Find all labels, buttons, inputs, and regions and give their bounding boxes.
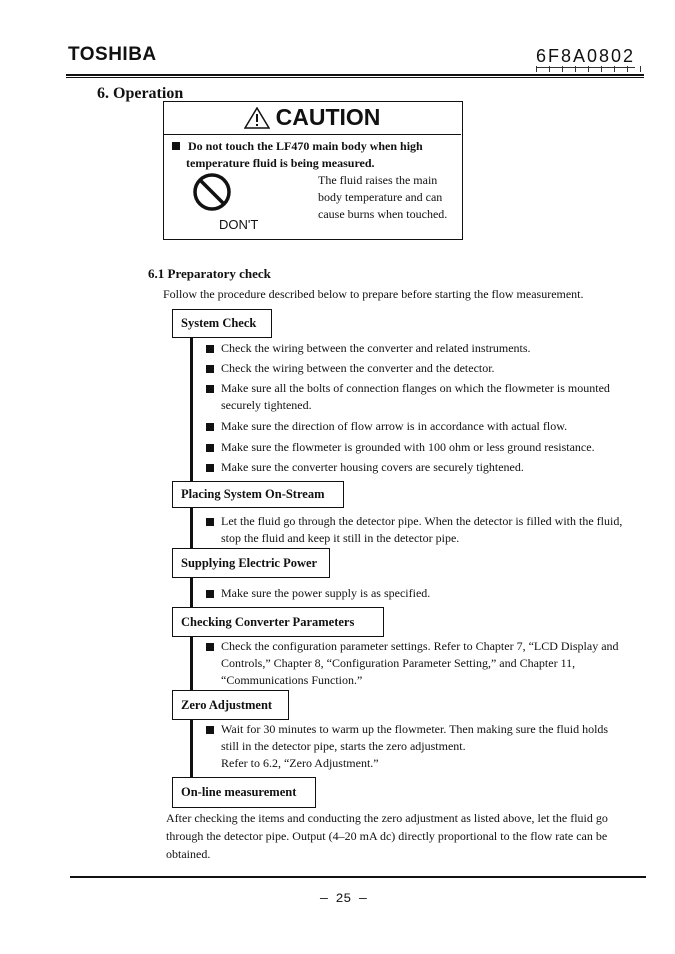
caution-heading: CAUTION — [275, 104, 381, 130]
document-number: 6F8A0802 — [536, 46, 636, 66]
closing-paragraph: After checking the items and conducting the zero adjustment as listed above, let the fluid go through the detector pipe. Output (4–20 mA dc) directly proportional to the flow rate can be obtained. — [166, 811, 608, 861]
warning-triangle-icon — [244, 107, 270, 129]
caution-desc-line1: The fluid raises the main — [318, 173, 438, 187]
dont-label: DON'T — [219, 217, 259, 232]
list-item: Make sure the direction of flow arrow is in accordance with actual flow. — [206, 418, 626, 435]
caution-header — [163, 101, 461, 135]
list-item: Check the wiring between the converter and the detector. — [206, 360, 626, 377]
flow-line — [190, 508, 193, 548]
list-item: Check the wiring between the converter and related instruments. — [206, 340, 626, 357]
list-item: Check the configuration parameter settings. Refer to Chapter 7, “LCD Display and Controls,” Chapter 8, “Configuration Parameter Setting,” and Chapter 11, “Communications Function.” — [206, 638, 626, 689]
flow-line — [190, 338, 193, 482]
list-item: Make sure the power supply is as specified. — [206, 585, 626, 602]
step-zero-adjustment: Zero Adjustment — [172, 690, 289, 720]
intro-text: Follow the procedure described below to prepare before starting the flow measurement. — [163, 287, 584, 301]
footer-rule — [70, 876, 646, 878]
list-item: Let the fluid go through the detector pipe. When the detector is filled with the fluid, stop the fluid and keep it still in the detector pipe. — [206, 513, 626, 547]
flow-line — [190, 720, 193, 777]
caution-desc-line2: body temperature and can — [318, 190, 443, 204]
flow-line — [190, 637, 193, 690]
header-rule — [66, 74, 644, 76]
flow-line — [190, 578, 193, 607]
list-item: Make sure all the bolts of connection flanges on which the flowmeter is mounted securely tightened. — [206, 380, 626, 414]
step-checking-parameters: Checking Converter Parameters — [172, 607, 384, 637]
step-system-check: System Check — [172, 309, 272, 338]
section-title: 6. Operation — [97, 85, 184, 102]
prohibition-icon — [192, 172, 232, 212]
header-rule-thin — [66, 77, 644, 78]
bullet-icon — [172, 142, 180, 150]
document-number-ticks — [536, 66, 642, 72]
list-item: Make sure the converter housing covers are securely tightened. — [206, 459, 626, 476]
company-logo: TOSHIBA — [68, 44, 157, 65]
step-placing-on-stream: Placing System On-Stream — [172, 481, 344, 508]
list-item: Make sure the flowmeter is grounded with 100 ohm or less ground resistance. — [206, 439, 626, 456]
subsection-title: 6.1 Preparatory check — [148, 266, 271, 281]
refer-text: Refer to 6.2, “Zero Adjustment.” — [221, 756, 379, 770]
caution-warning-line2: temperature fluid is being measured. — [186, 156, 375, 170]
step-online-measurement: On-line measurement — [172, 777, 316, 808]
caution-desc-line3: cause burns when touched. — [318, 207, 448, 221]
step-supplying-power: Supplying Electric Power — [172, 548, 330, 578]
caution-warning-line1: Do not touch the LF470 main body when high — [172, 139, 423, 154]
list-item: Wait for 30 minutes to warm up the flowmeter. Then making sure the fluid holds still in the detector pipe, starts the zero adjustment. — [206, 721, 626, 755]
page-number: — 25 — — [320, 891, 367, 906]
